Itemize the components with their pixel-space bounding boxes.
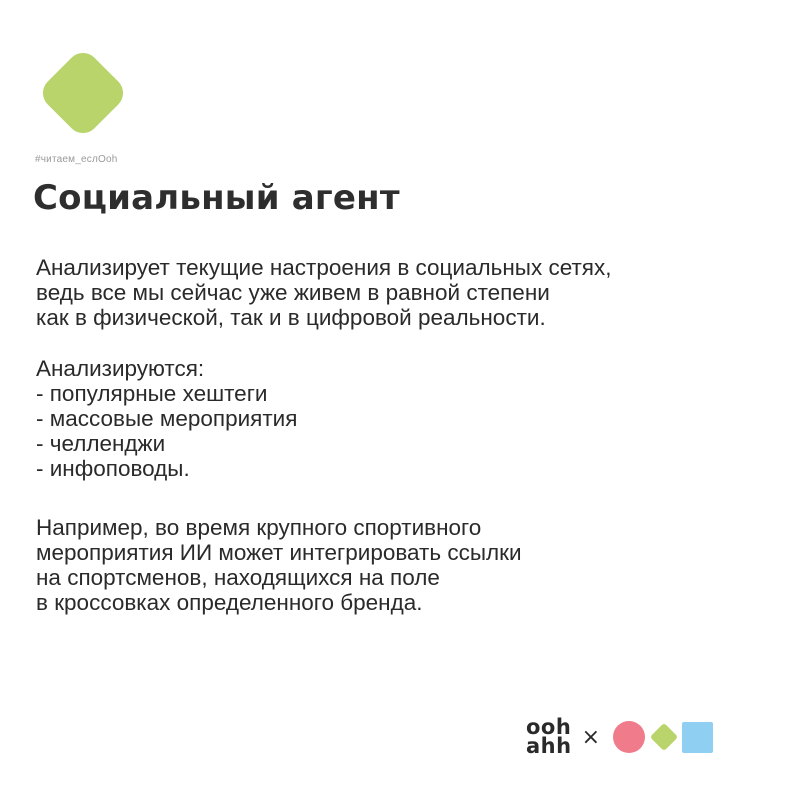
green-diamond-badge-icon (28, 38, 138, 148)
paragraph-line: на спортсменов, находящихся на поле (36, 565, 440, 590)
green-diamond-icon (650, 723, 678, 751)
list-heading: Анализируются: (36, 356, 205, 381)
analyzed-list (36, 356, 297, 481)
paragraph-line: Например, во время крупного спортивного (36, 515, 482, 540)
ooh-ahh-logo (526, 715, 572, 758)
paragraph-line: в кроссовках определенного бренда. (36, 590, 423, 615)
paragraph-line: ведь все мы сейчас уже живем в равной степени (36, 280, 550, 305)
pink-circle-icon (613, 721, 645, 753)
paragraph-line: Анализирует текущие настроения в социальных сетях, (36, 255, 612, 280)
list-item: - челленджи (36, 431, 166, 456)
footer-logos (526, 715, 716, 758)
list-item: - массовые мероприятия (36, 406, 298, 431)
intro-paragraph (36, 255, 611, 330)
example-paragraph (36, 515, 522, 615)
list-item: - инфоповоды. (36, 456, 190, 481)
logo-line: ahh (526, 734, 572, 758)
partner-logo-shapes-icon (612, 719, 716, 755)
list-item: - популярные хештеги (36, 381, 268, 406)
paragraph-line: мероприятия ИИ может интегрировать ссылки (36, 540, 522, 565)
blue-square-icon (682, 722, 713, 753)
paragraph-line: как в физической, так и в цифровой реальности. (36, 305, 546, 330)
hashtag-label: #читаем_еслOoh (35, 154, 118, 165)
page-title: Социальный агент (33, 178, 400, 218)
collab-times-sign: × (581, 724, 601, 750)
logo-line: ooh (526, 715, 572, 739)
